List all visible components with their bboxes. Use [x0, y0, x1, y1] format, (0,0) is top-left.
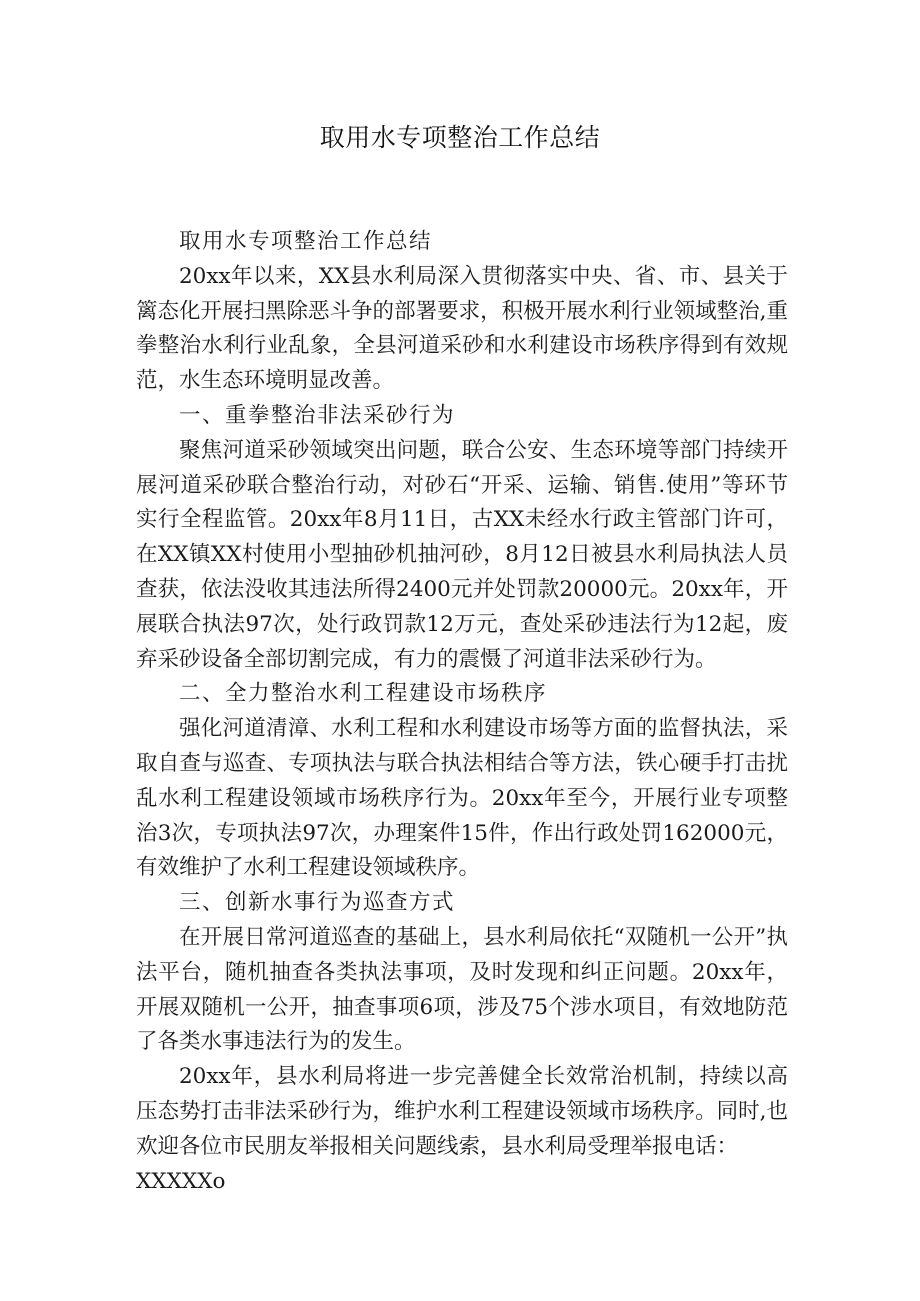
- section-heading-2: 二、全力整治水利工程建设市场秩序: [179, 681, 548, 707]
- intro-paragraph: 20xx年以来，XX县水利局深入贯彻落实中央、省、市、县关于篱态化开展扫黑除恶斗争的部署要求，积极开展水利行业领域整治,重拳整治水利行业乱象，全县河道采砂和水利建设市场秩序得到有效规范，水生态环境明显改善。: [136, 263, 788, 394]
- section-heading-3: 三、创新水事行为巡查方式: [179, 890, 456, 916]
- section-heading-1: 一、重拳整治非法采砂行为: [179, 402, 456, 428]
- document-body: [136, 225, 788, 1199]
- hotline-number: XXXXXo: [136, 1168, 226, 1194]
- section-body-3: 在开展日常河道巡查的基础上，县水利局依托“双随机一公开”执法平台，随机抽查各类执法事项，及时发现和纠正问题。20xx年，开展双随机一公开，抽查事项6项，涉及75个涉水项目，有效地防范了各类水事违法行为的发生。: [136, 924, 788, 1055]
- section-body-1: 聚焦河道采砂领域突出问题，联合公安、生态环境等部门持续开展河道采砂联合整治行动，对砂石“开采、运输、销售.使用”等环节实行全程监管。20xx年8月11日，古XX未经水行政主管部门许可，在XX镇XX村使用小型抽砂机抽河砂，8月12日被县水利局执法人员查获，依法没收其违法所得2400元并处罚款20000元。20xx年，开展联合执法97次，处行政罚款12万元，查处采砂违法行为12起，废弃采砂设备全部切割完成，有力的震慑了河道非法采砂行为。: [136, 437, 788, 672]
- document-title: 取用水专项整治工作总结: [319, 123, 601, 152]
- section-body-2: 强化河道清漳、水利工程和水利建设市场等方面的监督执法，采取自查与巡查、专项执法与联合执法相结合等方法，铁心硬手打击扰乱水利工程建设领域市场秩序行为。20xx年至今，开展行业专项整治3次，专项执法97次，办理案件15件，作出行政处罚162000元，有效维护了水利工程建设领域秩序。: [136, 716, 788, 881]
- closing-paragraph: 20xx年，县水利局将进一步完善健全长效常治机制，持续以高压态势打击非法采砂行为，维护水利工程建设领域市场秩序。同时,也欢迎各位市民朋友举报相关问题线索，县水利局受理举报电话：: [136, 1064, 788, 1159]
- subtitle-paragraph: 取用水专项整治工作总结: [179, 229, 433, 254]
